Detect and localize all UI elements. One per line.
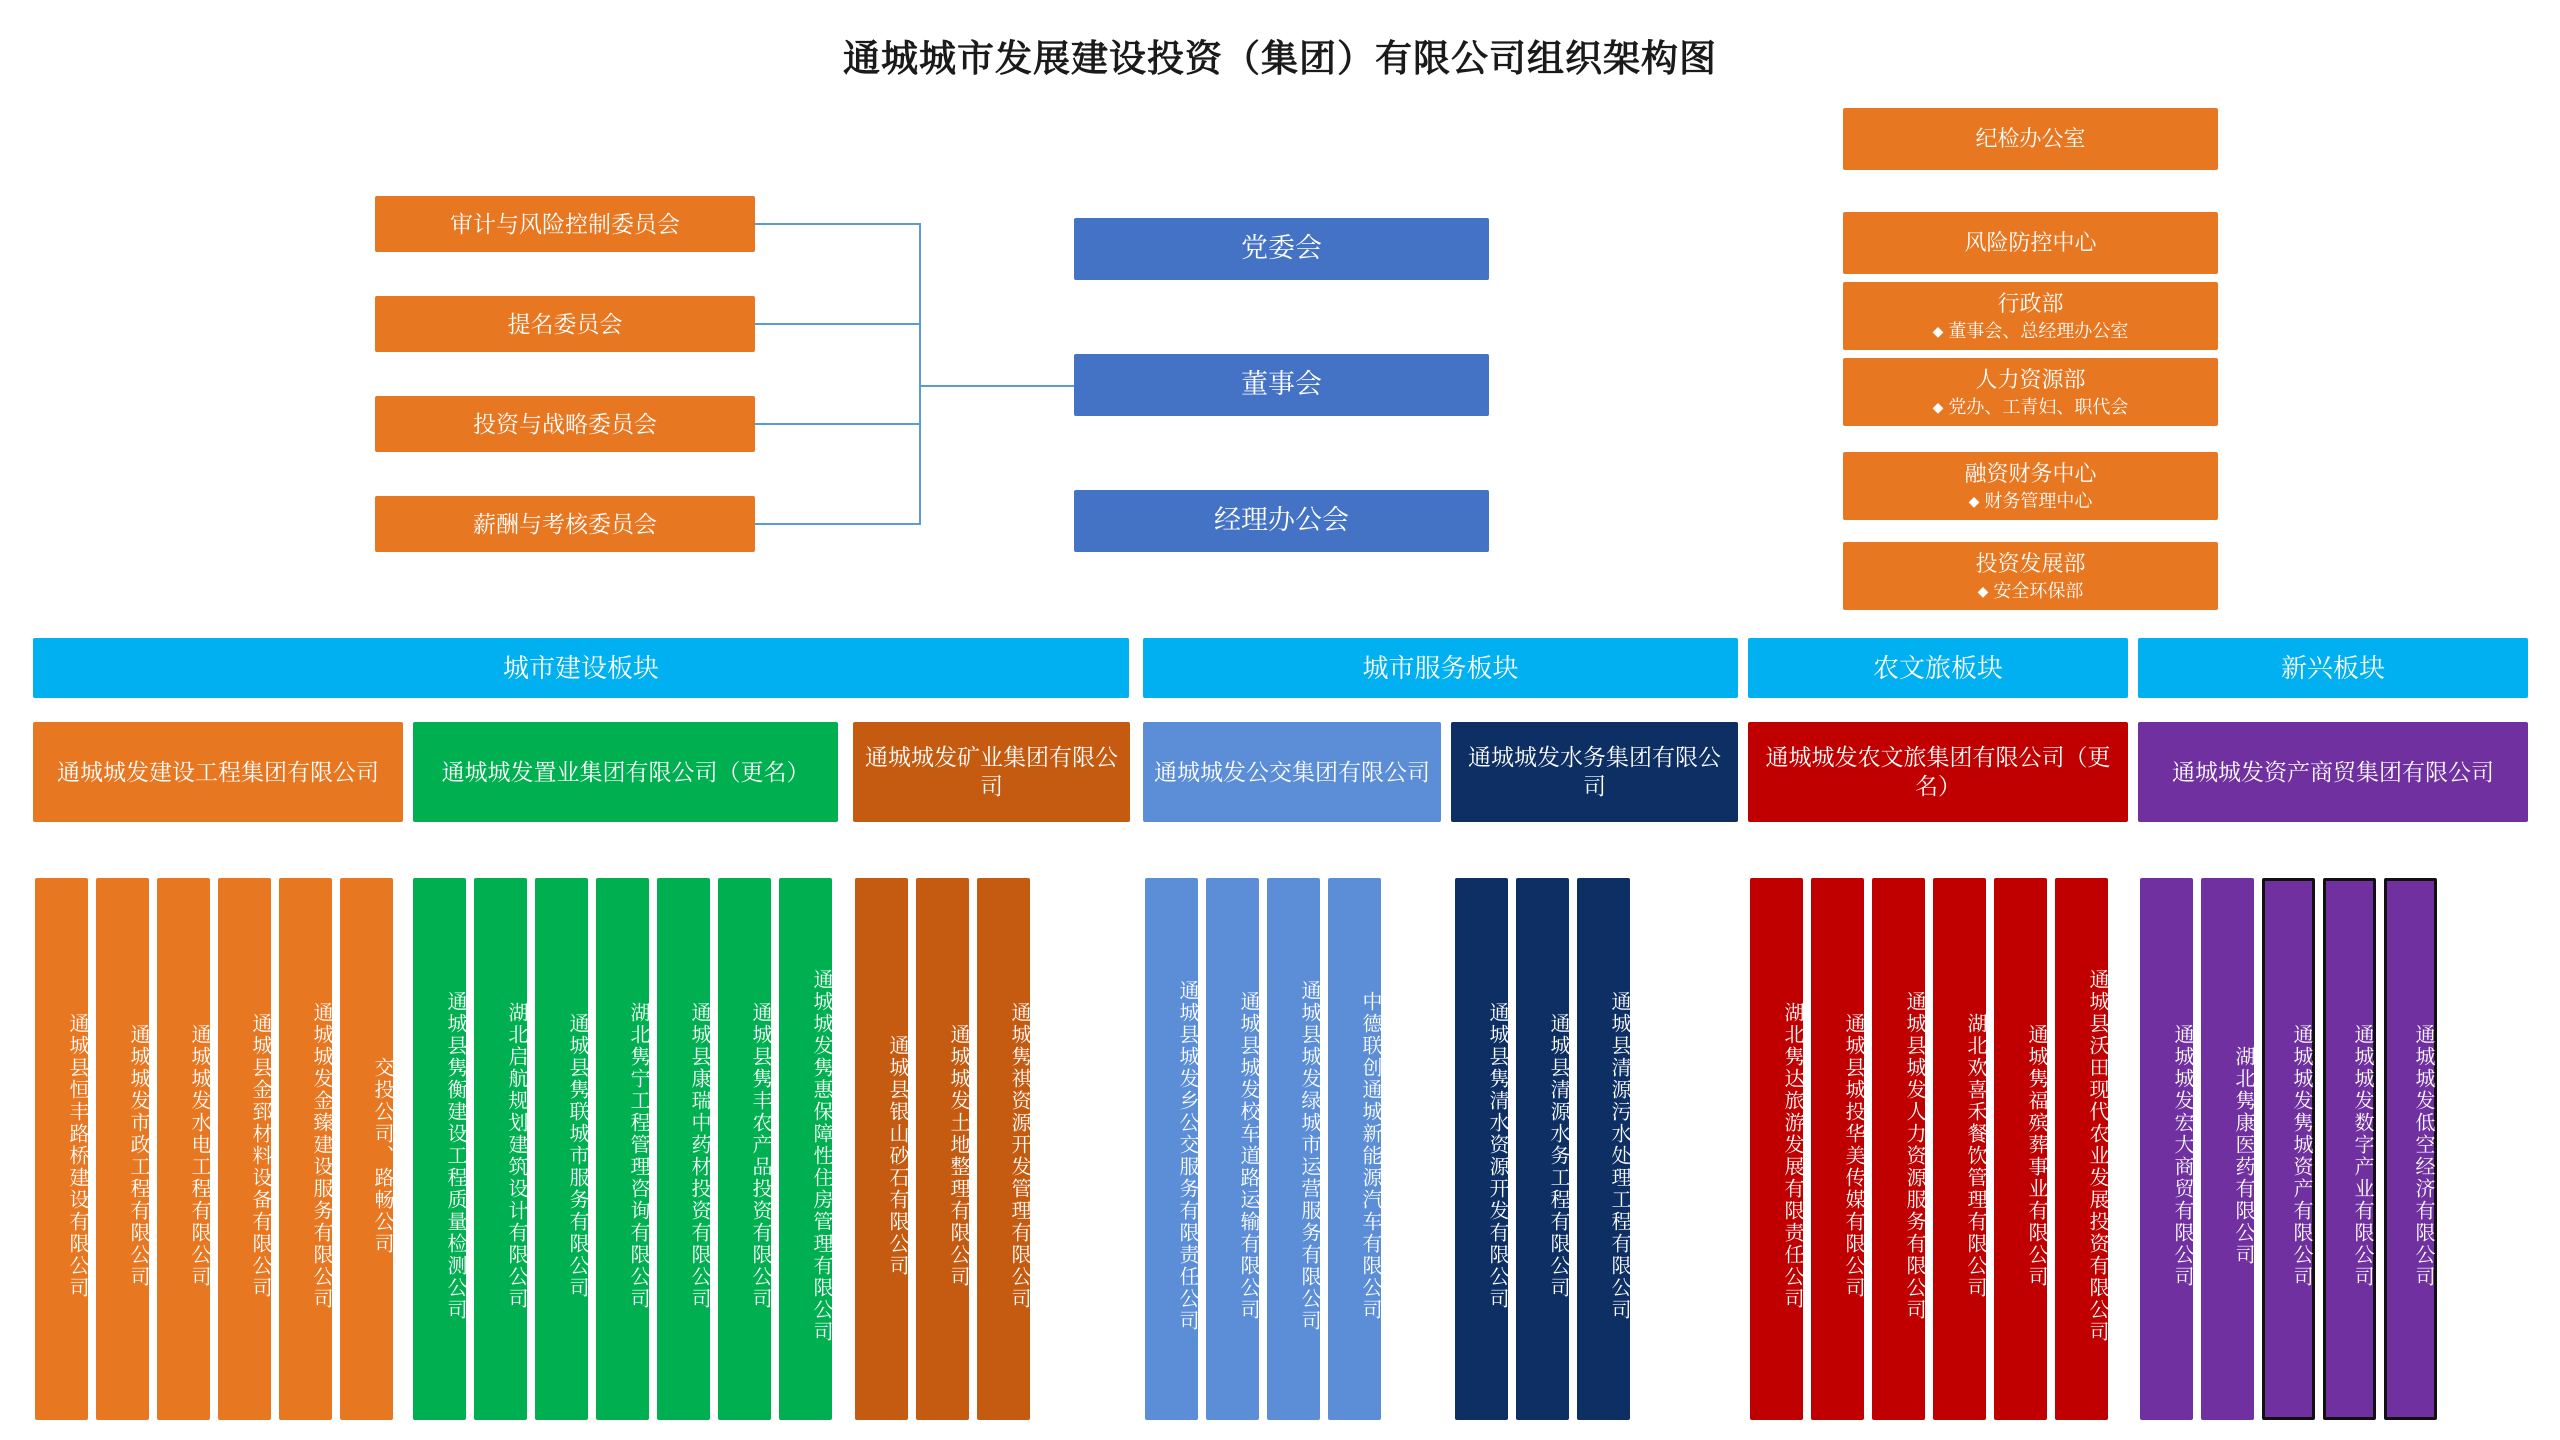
subsidiary-box[interactable] [35, 878, 88, 1420]
subsidiary-label: 中德联创通城新能源汽车有限公司 [1359, 991, 1381, 1321]
department-box-human-resources[interactable] [1843, 358, 2218, 426]
subsidiary-label: 通城县城投华美传媒有限公司 [1842, 1013, 1864, 1299]
diamond-icon: ◆ [1977, 583, 1989, 599]
company-box-real-estate[interactable]: 通城城发置业集团有限公司（更名） [413, 722, 838, 822]
subsidiary-box[interactable] [1577, 878, 1630, 1420]
subsidiary-box[interactable] [2384, 878, 2437, 1420]
department-box-discipline-inspection[interactable] [1843, 108, 2218, 170]
subsidiary-box[interactable] [413, 878, 466, 1420]
company-box-construction-engineering[interactable]: 通城城发建设工程集团有限公司 [33, 722, 403, 822]
governance-box-manager-office[interactable]: 经理办公会 [1074, 490, 1489, 552]
subsidiary-box[interactable] [340, 878, 393, 1420]
subsidiary-box[interactable] [1206, 878, 1259, 1420]
subsidiary-box[interactable] [1750, 878, 1803, 1420]
governance-box-party-committee[interactable]: 党委会 [1074, 218, 1489, 280]
sector-bar-urban-service[interactable]: 城市服务板块 [1143, 638, 1738, 698]
subsidiary-label: 通城城发市政工程有限公司 [127, 1024, 149, 1288]
subsidiary-label: 通城城发金臻建设服务有限公司 [310, 1002, 332, 1310]
connector-compensation-horizontal [755, 523, 920, 525]
department-label: 投资发展部 [1975, 550, 2086, 576]
subsidiary-label: 通城隽福殡葬事业有限公司 [2025, 1024, 2047, 1288]
subsidiary-label: 通城县金郅材料设备有限公司 [249, 1013, 271, 1299]
subsidiary-box[interactable] [1267, 878, 1320, 1420]
company-box-assets-trading[interactable]: 通城城发资产商贸集团有限公司 [2138, 722, 2528, 822]
subsidiary-label: 通城县清源水务工程有限公司 [1547, 1013, 1569, 1299]
subsidiary-label: 交投公司、路畅公司 [371, 1057, 393, 1255]
subsidiary-label: 通城县银山砂石有限公司 [886, 1035, 908, 1277]
department-box-administration[interactable] [1843, 282, 2218, 350]
sector-bar-urban-construction[interactable]: 城市建设板块 [33, 638, 1129, 698]
subsidiary-label: 通城城发低空经济有限公司 [2412, 1024, 2434, 1288]
subsidiary-box[interactable] [596, 878, 649, 1420]
company-box-agri-culture-tourism[interactable]: 通城城发农文旅集团有限公司（更名） [1748, 722, 2128, 822]
governance-box-board-of-directors[interactable]: 董事会 [1074, 354, 1489, 416]
subsidiary-label: 通城城发隽城资产有限公司 [2290, 1024, 2312, 1288]
subsidiary-box[interactable] [1328, 878, 1381, 1420]
connector-audit-horizontal [755, 223, 920, 225]
department-sublabel: ◆ 安全环保部 [1977, 581, 2084, 601]
subsidiary-label: 通城城发隽惠保障性住房管理有限公司 [810, 969, 832, 1343]
subsidiary-box[interactable] [1145, 878, 1198, 1420]
department-label: 风险防控中心 [1964, 230, 2097, 256]
subsidiary-box[interactable] [1933, 878, 1986, 1420]
subsidiary-box[interactable] [916, 878, 969, 1420]
subsidiary-label: 通城县城发乡公交服务有限责任公司 [1176, 980, 1198, 1332]
connector-nomination-horizontal [755, 323, 920, 325]
department-label: 人力资源部 [1975, 366, 2086, 392]
connector-investment-horizontal [755, 423, 920, 425]
subsidiary-label: 通城县恒丰路桥建设有限公司 [66, 1013, 88, 1299]
subsidiary-box[interactable] [779, 878, 832, 1420]
subsidiary-label: 湖北隽宁工程管理咨询有限公司 [627, 1002, 649, 1310]
diamond-icon: ◆ [1932, 399, 1944, 415]
subsidiary-box[interactable] [855, 878, 908, 1420]
subsidiary-box[interactable] [96, 878, 149, 1420]
subsidiary-label: 通城城发土地整理有限公司 [947, 1024, 969, 1288]
subsidiary-label: 湖北欢喜禾餐饮管理有限公司 [1964, 1013, 1986, 1299]
subsidiary-label: 通城县城发人力资源服务有限公司 [1903, 991, 1925, 1321]
subsidiary-label: 通城县沃田现代农业发展投资有限公司 [2086, 969, 2108, 1343]
subsidiary-box[interactable] [657, 878, 710, 1420]
subsidiary-box[interactable] [2201, 878, 2254, 1420]
connector-committees-vertical [919, 223, 921, 525]
subsidiary-box[interactable] [157, 878, 210, 1420]
subsidiary-box[interactable] [474, 878, 527, 1420]
subsidiary-label: 湖北隽达旅游发展有限责任公司 [1781, 1002, 1803, 1310]
subsidiary-label: 湖北启航规划建筑设计有限公司 [505, 1002, 527, 1310]
department-box-risk-control-center[interactable] [1843, 212, 2218, 274]
committee-box-audit-risk[interactable]: 审计与风险控制委员会 [375, 196, 755, 252]
company-box-water-affairs[interactable]: 通城城发水务集团有限公司 [1451, 722, 1738, 822]
subsidiary-label: 湖北隽康医药有限公司 [2232, 1046, 2254, 1266]
committee-box-investment-strategy[interactable]: 投资与战略委员会 [375, 396, 755, 452]
department-label: 纪检办公室 [1975, 126, 2086, 152]
subsidiary-label: 通城隽祺资源开发管理有限公司 [1008, 1002, 1030, 1310]
subsidiary-box[interactable] [1516, 878, 1569, 1420]
diamond-icon: ◆ [1932, 323, 1944, 339]
subsidiary-box[interactable] [2323, 878, 2376, 1420]
subsidiary-box[interactable] [2140, 878, 2193, 1420]
subsidiary-label: 通城县隽衡建设工程质量检测公司 [444, 991, 466, 1321]
subsidiary-box[interactable] [1872, 878, 1925, 1420]
department-label: 行政部 [1997, 290, 2064, 316]
diamond-icon: ◆ [1968, 493, 1980, 509]
subsidiary-label: 通城县隽联城市服务有限公司 [566, 1013, 588, 1299]
sector-bar-agri-culture-tourism[interactable]: 农文旅板块 [1748, 638, 2128, 698]
subsidiary-label: 通城县隽丰农产品投资有限公司 [749, 1002, 771, 1310]
page-title: 通城城市发展建设投资（集团）有限公司组织架构图 [843, 38, 1717, 79]
subsidiary-box[interactable] [2262, 878, 2315, 1420]
company-box-mining[interactable]: 通城城发矿业集团有限公司 [853, 722, 1130, 822]
connector-to-board [919, 385, 1074, 387]
department-box-investment-development[interactable] [1843, 542, 2218, 610]
subsidiary-label: 通城县清源污水处理工程有限公司 [1608, 991, 1630, 1321]
subsidiary-box[interactable] [218, 878, 271, 1420]
subsidiary-box[interactable] [1811, 878, 1864, 1420]
subsidiary-label: 通城县城发校车道路运输有限公司 [1237, 991, 1259, 1321]
subsidiary-label: 通城城发水电工程有限公司 [188, 1024, 210, 1288]
subsidiary-label: 通城城发宏大商贸有限公司 [2171, 1024, 2193, 1288]
subsidiary-label: 通城县康瑞中药材投资有限公司 [688, 1002, 710, 1310]
department-sublabel: ◆ 董事会、总经理办公室 [1932, 321, 2129, 341]
committee-box-nomination[interactable]: 提名委员会 [375, 296, 755, 352]
department-sublabel: ◆ 财务管理中心 [1968, 491, 2093, 511]
department-label: 融资财务中心 [1964, 460, 2097, 486]
subsidiary-box[interactable] [1455, 878, 1508, 1420]
subsidiary-box[interactable] [718, 878, 771, 1420]
subsidiary-label: 通城城发数字产业有限公司 [2351, 1024, 2373, 1288]
subsidiary-label: 通城县隽清水资源开发有限公司 [1486, 1002, 1508, 1310]
subsidiary-box[interactable] [535, 878, 588, 1420]
department-sublabel: ◆ 党办、工青妇、职代会 [1932, 397, 2129, 417]
subsidiary-box[interactable] [977, 878, 1030, 1420]
subsidiary-label: 通城县城发绿城市运营服务有限公司 [1298, 980, 1320, 1332]
committee-box-compensation-appraisal[interactable]: 薪酬与考核委员会 [375, 496, 755, 552]
sector-bar-emerging[interactable]: 新兴板块 [2138, 638, 2528, 698]
company-box-public-transport[interactable]: 通城城发公交集团有限公司 [1143, 722, 1441, 822]
subsidiary-box[interactable] [1994, 878, 2047, 1420]
subsidiary-box[interactable] [2055, 878, 2108, 1420]
department-box-finance-center[interactable] [1843, 452, 2218, 520]
subsidiary-box[interactable] [279, 878, 332, 1420]
